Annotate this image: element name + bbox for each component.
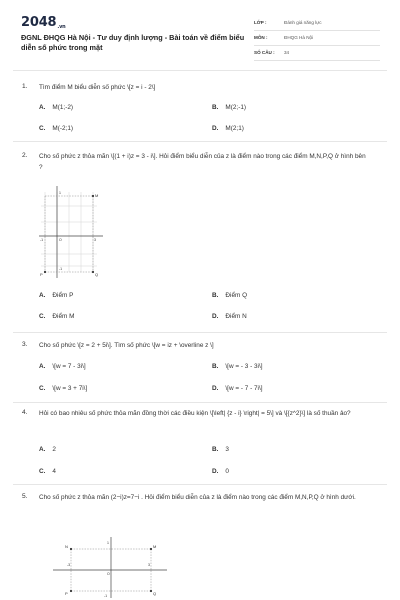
document-title: ĐGNL ĐHQG Hà Nội - Tư duy định lượng - Bài toán về điểm biểu diễn số phức trong mặt bbox=[21, 33, 245, 52]
meta-key: LỚP : bbox=[254, 20, 267, 25]
option-a[interactable] bbox=[39, 446, 56, 453]
option-d[interactable] bbox=[212, 125, 244, 132]
option-letter: D. bbox=[212, 385, 219, 392]
option-letter: B. bbox=[212, 292, 219, 299]
option-b[interactable] bbox=[212, 446, 229, 453]
question-divider bbox=[13, 484, 387, 485]
tick-y-top: 1 bbox=[59, 191, 61, 195]
option-text: 3 bbox=[225, 446, 229, 453]
label-n: N bbox=[65, 544, 68, 549]
question-text: Cho số phức \[z = 2 + 5i\]. Tìm số phức \[w = iz + \overline z \] bbox=[39, 342, 214, 349]
brand-logo[interactable] bbox=[21, 15, 66, 30]
meta-key: MÔN : bbox=[254, 35, 268, 40]
option-letter: D. bbox=[212, 468, 219, 475]
tick-x-right: 3 bbox=[148, 563, 150, 567]
question-5-figure bbox=[51, 535, 169, 600]
meta-value: ĐHQG Hà Nội bbox=[284, 35, 314, 40]
option-text: 4 bbox=[52, 468, 56, 475]
option-c[interactable] bbox=[39, 313, 74, 320]
tick-x-right: 3 bbox=[94, 238, 96, 242]
option-text: 0 bbox=[225, 468, 229, 475]
label-origin: O bbox=[59, 238, 62, 242]
tick-y-bottom: -1 bbox=[59, 267, 63, 271]
option-c[interactable] bbox=[39, 468, 56, 475]
option-letter: B. bbox=[212, 446, 219, 453]
option-text: M(-2;1) bbox=[52, 125, 73, 132]
option-text: \[w = - 7 - 7i\] bbox=[225, 385, 263, 392]
question-divider bbox=[13, 402, 387, 403]
option-letter: C. bbox=[39, 125, 46, 132]
question-text: Cho số phức z thỏa mãn \[(1 + i)z = 3 - i\]. Hỏi điểm biểu diễn của z là điểm nào trong các điểm M,N,P,Q ở hình bên ? bbox=[39, 153, 366, 171]
tick-x-left: -3 bbox=[67, 563, 71, 567]
option-b[interactable] bbox=[212, 292, 247, 299]
option-c[interactable] bbox=[39, 125, 73, 132]
label-p: P bbox=[40, 272, 43, 277]
option-letter: A. bbox=[39, 104, 46, 111]
logo-suffix: .vn bbox=[57, 24, 66, 30]
label-origin: O bbox=[107, 572, 110, 576]
question-number: 2. bbox=[22, 152, 28, 159]
option-text: Điểm Q bbox=[225, 292, 248, 299]
option-a[interactable] bbox=[39, 104, 73, 111]
header-divider bbox=[13, 70, 387, 71]
option-letter: C. bbox=[39, 313, 46, 320]
option-letter: A. bbox=[39, 292, 46, 299]
option-letter: C. bbox=[39, 468, 46, 475]
point-m bbox=[150, 548, 152, 550]
page-header bbox=[0, 0, 400, 68]
point-m bbox=[92, 195, 94, 197]
point-p bbox=[70, 590, 72, 592]
point-p bbox=[44, 271, 46, 273]
option-text: \[w = - 3 - 3i\] bbox=[225, 363, 263, 370]
tick-y-top: 1 bbox=[107, 541, 109, 545]
option-d[interactable] bbox=[212, 385, 263, 392]
tick-y-bottom: -1 bbox=[104, 594, 108, 598]
meta-value: 34 bbox=[284, 50, 290, 55]
question-number: 1. bbox=[22, 83, 28, 90]
label-q: Q bbox=[95, 272, 99, 277]
option-text: M(2;-1) bbox=[225, 104, 246, 111]
option-letter: D. bbox=[212, 313, 219, 320]
option-letter: B. bbox=[212, 104, 219, 111]
option-letter: A. bbox=[39, 363, 46, 370]
option-text: \[w = 3 + 7i\] bbox=[52, 385, 88, 392]
label-q: Q bbox=[153, 591, 157, 596]
meta-key: SỐ CÂU : bbox=[254, 50, 275, 55]
tick-x-left: -1 bbox=[40, 238, 44, 242]
option-a[interactable] bbox=[39, 292, 73, 299]
question-2-figure bbox=[37, 184, 117, 280]
option-letter: B. bbox=[212, 363, 219, 370]
meta-row-class bbox=[254, 17, 380, 31]
meta-row-subject bbox=[254, 32, 380, 46]
option-letter: C. bbox=[39, 385, 46, 392]
label-p: P bbox=[65, 591, 68, 596]
question-divider bbox=[13, 141, 387, 142]
question-text: Tìm điểm M biểu diễn số phức \[z = i - 2\] bbox=[39, 84, 156, 91]
option-d[interactable] bbox=[212, 468, 229, 475]
logo-text: 2048 bbox=[21, 15, 57, 30]
point-q bbox=[92, 271, 94, 273]
option-b[interactable] bbox=[212, 363, 263, 370]
label-m: M bbox=[153, 544, 157, 549]
question-number: 5. bbox=[22, 493, 28, 500]
label-m: M bbox=[95, 193, 99, 198]
question-text: Cho số phức z thỏa mãn (2−i)z=7−i . Hỏi điểm biểu diễn của z là điểm nào trong các điểm M,N,P,Q ở hình dưới. bbox=[39, 494, 356, 501]
meta-row-count bbox=[254, 47, 380, 61]
meta-value: Đánh giá năng lực bbox=[284, 20, 322, 25]
option-text: 2 bbox=[52, 446, 56, 453]
option-letter: D. bbox=[212, 125, 219, 132]
option-text: Điểm P bbox=[52, 292, 74, 299]
option-d[interactable] bbox=[212, 313, 247, 320]
option-b[interactable] bbox=[212, 104, 246, 111]
question-text: Hỏi có bao nhiêu số phức thỏa mãn đồng thời các điều kiện \[\left| {z - i} \right| = 5\] và \[{z^2}\] là số thuần ảo? bbox=[39, 410, 351, 417]
question-divider bbox=[13, 332, 387, 333]
option-text: \[w = 7 - 3i\] bbox=[52, 363, 86, 370]
meta-panel bbox=[254, 17, 380, 62]
point-n bbox=[70, 548, 72, 550]
option-text: M(2;1) bbox=[225, 125, 244, 132]
option-letter: A. bbox=[39, 446, 46, 453]
option-text: Điểm M bbox=[52, 313, 75, 320]
option-text: M(1;-2) bbox=[52, 104, 73, 111]
question-number: 3. bbox=[22, 341, 28, 348]
option-text: Điểm N bbox=[225, 313, 247, 320]
question-number: 4. bbox=[22, 409, 28, 416]
option-c[interactable] bbox=[39, 385, 87, 392]
point-q bbox=[150, 590, 152, 592]
option-a[interactable] bbox=[39, 363, 86, 370]
